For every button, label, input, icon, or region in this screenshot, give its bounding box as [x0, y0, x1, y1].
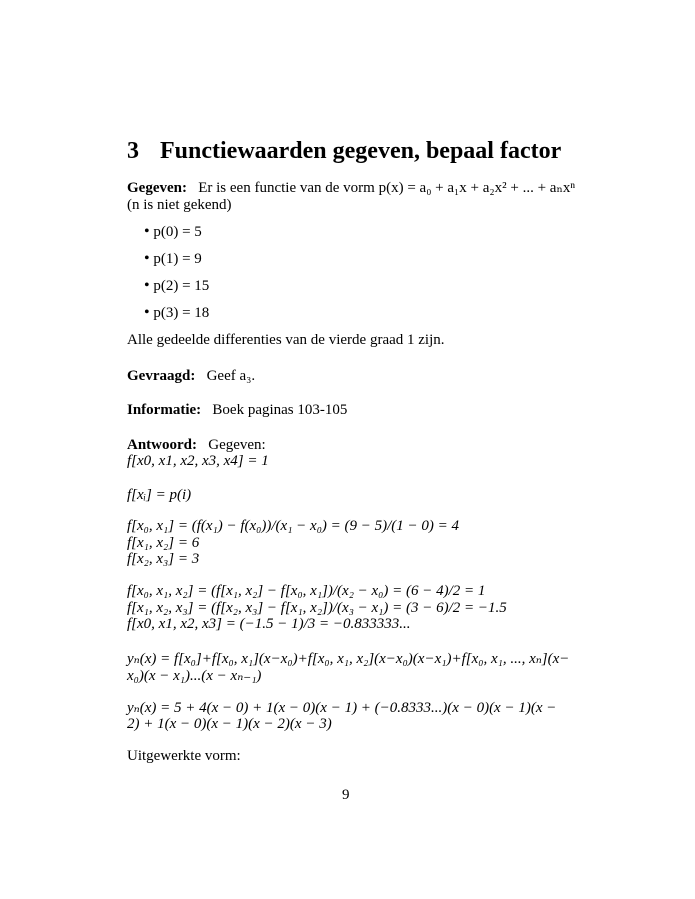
- math-line: 2) + 1(x − 0)(x − 1)(x − 2)(x − 3): [127, 716, 332, 732]
- bullet-icon: •: [144, 250, 150, 267]
- page-number: 9: [342, 787, 350, 803]
- math-line: x₀)(x − x₁)...(x − xₙ₋₁): [127, 668, 262, 684]
- answer-text: Gegeven:: [208, 437, 266, 453]
- math-line: yₙ(x) = 5 + 4(x − 0) + 1(x − 0)(x − 1) + (−0.8333...)(x − 0)(x − 1)(x −: [127, 700, 557, 716]
- section-title: Functiewaarden gegeven, bepaal factor: [160, 138, 562, 164]
- math-line: f[x0, x1, x2, x3, x4] = 1: [127, 453, 269, 469]
- given-note: Alle gedeelde differenties van de vierde graad 1 zijn.: [127, 332, 445, 348]
- math-line: f[xᵢ] = p(i): [127, 487, 192, 503]
- given-text-line2: (n is niet gekend): [127, 197, 232, 213]
- math-line: f[x₁, x₂] = 6: [127, 535, 200, 551]
- asked-text: Geef a₃.: [206, 368, 256, 384]
- bullet-text: p(0) = 5: [153, 224, 202, 240]
- bullet-item: [144, 277, 209, 295]
- section-number: 3: [127, 138, 139, 164]
- bullet-item: [144, 304, 209, 322]
- math-line: f[x0, x1, x2, x3] = (−1.5 − 1)/3 = −0.833333...: [127, 616, 411, 632]
- asked-label: Gevraagd:: [127, 368, 196, 384]
- info-text: Boek paginas 103-105: [212, 402, 348, 418]
- asked-paragraph: [127, 367, 255, 385]
- bullet-item: [144, 250, 202, 268]
- bullet-icon: •: [144, 223, 150, 240]
- math-line: f[x₀, x₁, x₂] = (f[x₁, x₂] − f[x₀, x₁])/(x₂ − x₀) = (6 − 4)/2 = 1: [127, 583, 486, 599]
- answer-footer: Uitgewerkte vorm:: [127, 748, 241, 764]
- math-line: f[x₂, x₃] = 3: [127, 551, 200, 567]
- math-line: f[x₁, x₂, x₃] = (f[x₂, x₃] − f[x₁, x₂])/(x₃ − x₁) = (3 − 6)/2 = −1.5: [127, 600, 507, 616]
- bullet-item: [144, 223, 202, 241]
- given-paragraph: [127, 179, 575, 197]
- math-line: yₙ(x) = f[x₀]+f[x₀, x₁](x−x₀)+f[x₀, x₁, x₂](x−x₀)(x−x₁)+f[x₀, x₁, ..., xₙ](x−: [127, 651, 570, 667]
- answer-label: Antwoord:: [127, 437, 197, 453]
- math-line: f[x₀, x₁] = (f(x₁) − f(x₀))/(x₁ − x₀) = (9 − 5)/(1 − 0) = 4: [127, 518, 460, 534]
- info-label: Informatie:: [127, 402, 202, 418]
- bullet-text: p(3) = 18: [153, 305, 210, 321]
- bullet-text: p(1) = 9: [153, 251, 202, 267]
- given-text: Er is een functie van de vorm p(x) = a₀ + a₁x + a₂x² + ... + aₙxⁿ: [198, 180, 576, 196]
- info-paragraph: [127, 401, 347, 419]
- bullet-text: p(2) = 15: [153, 278, 210, 294]
- bullet-icon: •: [144, 277, 150, 294]
- bullet-icon: •: [144, 304, 150, 321]
- given-label: Gegeven:: [127, 180, 187, 196]
